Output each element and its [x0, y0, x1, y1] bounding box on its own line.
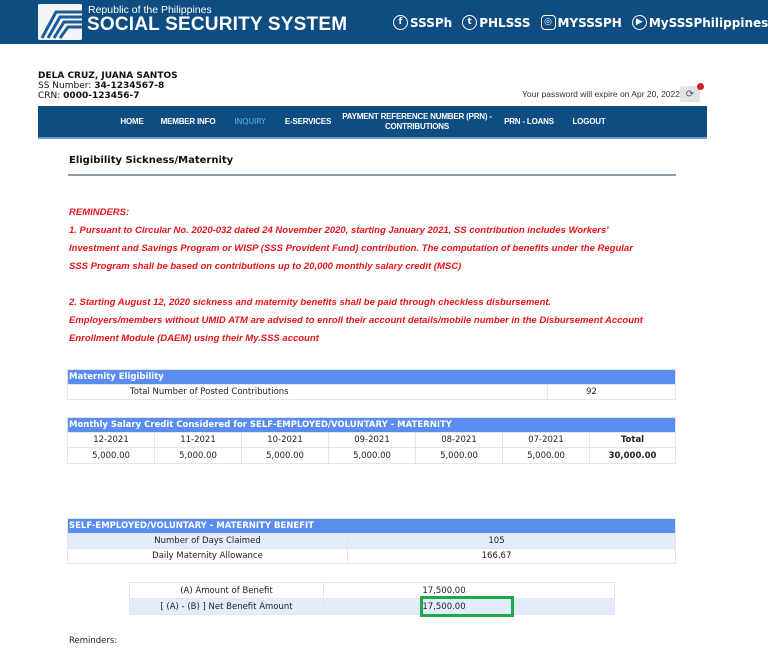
crn-value: 0000-123456-7 [63, 91, 140, 101]
msc-value: 5,000.00 [68, 448, 155, 464]
social-facebook-label: SSSPh [410, 15, 453, 30]
msc-values-row [68, 448, 676, 464]
reminder-1-line-1: 1. Pursuant to Circular No. 2020-032 dated 24 November 2020, starting January 2021, SS contribution includes Workers' [69, 225, 609, 236]
nav-prn-loans[interactable]: PRN - LOANS [504, 116, 554, 126]
msc-value: 5,000.00 [416, 448, 503, 464]
title-divider [68, 174, 676, 176]
agency-name: SOCIAL SECURITY SYSTEM [87, 14, 348, 35]
nav-home[interactable]: HOME [120, 116, 144, 126]
days-claimed-value: 105 [348, 534, 676, 549]
table-row [130, 599, 615, 615]
nav-prn-contributions-line2: CONTRIBUTIONS [384, 121, 450, 131]
msc-total-value: 30,000.00 [590, 448, 676, 464]
posted-contributions-label: Total Number of Posted Contributions [68, 385, 548, 400]
msc-value: 5,000.00 [503, 448, 590, 464]
msc-total-header: Total [590, 433, 676, 448]
crn-line [38, 91, 178, 101]
social-youtube[interactable] [632, 15, 768, 30]
facebook-icon: f [393, 15, 408, 30]
nav-prn-contributions-line1: PAYMENT REFERENCE NUMBER (PRN) - [342, 111, 492, 121]
reminder-2-line-3: Enrollment Module (DAEM) using their My.SSS account [69, 333, 319, 344]
social-youtube-label: MySSSPhilippines [648, 15, 768, 30]
msc-col-header: 11-2021 [155, 433, 242, 448]
msc-value: 5,000.00 [242, 448, 329, 464]
net-benefit-label: [ (A) - (B) ] Net Benefit Amount [130, 599, 324, 615]
msc-value: 5,000.00 [155, 448, 242, 464]
amount-of-benefit-label: (A) Amount of Benefit [130, 583, 324, 599]
ss-number-value: 34-1234567-8 [94, 81, 165, 91]
daily-allowance-label: Daily Maternity Allowance [68, 549, 348, 564]
msc-col-header: 09-2021 [329, 433, 416, 448]
msc-col-header: 08-2021 [416, 433, 503, 448]
reminder-1-line-3: SSS Program shall be based on contributions up to 20,000 monthly salary credit (MSC) [69, 261, 462, 272]
social-instagram-label: MYSSSPH [557, 15, 622, 30]
msc-value: 5,000.00 [329, 448, 416, 464]
crn-label: CRN: [38, 91, 64, 101]
twitter-icon: t [462, 15, 477, 30]
ss-number-line [38, 81, 178, 91]
social-instagram[interactable] [541, 15, 622, 30]
instagram-icon: ◎ [541, 15, 556, 30]
table-row [130, 583, 615, 599]
refresh-icon: ⟳ [685, 88, 695, 100]
member-name: DELA CRUZ, JUANA SANTOS [38, 71, 178, 81]
notification-badge [697, 83, 704, 90]
ss-number-label: SS Number: [38, 81, 95, 91]
sss-logo [38, 4, 82, 40]
table-row [68, 534, 676, 549]
msc-col-header: 10-2021 [242, 433, 329, 448]
msc-header: Monthly Salary Credit Considered for SELF-EMPLOYED/VOLUNTARY - MATERNITY [68, 418, 676, 433]
user-info [38, 71, 178, 101]
net-benefit-value: 17,500.00 [324, 599, 615, 615]
main-nav [38, 106, 707, 139]
amount-of-benefit-value: 17,500.00 [324, 583, 615, 599]
social-twitter-label: PHLSSS [479, 15, 531, 30]
nav-prn-contributions[interactable] [342, 106, 492, 137]
net-benefit-highlight [420, 596, 514, 617]
msc-col-header: 07-2021 [503, 433, 590, 448]
reminders-block [69, 204, 689, 348]
benefit-amounts-table [129, 582, 615, 615]
maternity-benefit-header: SELF-EMPLOYED/VOLUNTARY - MATERNITY BENEFIT [68, 519, 676, 534]
reminder-spacer [69, 276, 689, 294]
maternity-benefit-table [67, 518, 676, 564]
reminder-2-line-1: 2. Starting August 12, 2020 sickness and maternity benefits shall be paid through checkless disbursement. [69, 297, 552, 308]
days-claimed-label: Number of Days Claimed [68, 534, 348, 549]
msc-table [67, 417, 676, 464]
msc-col-header: 12-2021 [68, 433, 155, 448]
social-facebook[interactable] [393, 15, 452, 30]
reminders-heading: REMINDERS: [69, 207, 130, 218]
youtube-icon: ▶ [632, 15, 647, 30]
sss-logo-icon [38, 4, 82, 40]
reminders-footer-label: Reminders: [69, 636, 118, 646]
page-title: Eligibility Sickness/Maternity [69, 155, 234, 166]
maternity-eligibility-table [67, 369, 676, 400]
nav-member-info[interactable]: MEMBER INFO [160, 116, 216, 126]
password-expiry-notice: Your password will expire on Apr 20, 2022 [522, 89, 680, 99]
republic-label: Republic of the Philippines [88, 4, 212, 16]
nav-e-services[interactable]: E-SERVICES [284, 116, 332, 126]
table-row [68, 385, 676, 400]
reminder-2-line-2: Employers/members without UMID ATM are advised to enroll their account details/mobile number in the Disbursement Account [69, 315, 643, 326]
posted-contributions-value: 92 [548, 385, 676, 400]
maternity-eligibility-header: Maternity Eligibility [68, 370, 676, 385]
social-twitter[interactable] [462, 15, 530, 30]
nav-logout[interactable]: LOGOUT [572, 116, 606, 126]
reminder-1-line-2: Investment and Savings Program or WISP (SSS Provident Fund) contribution. The computation of benefits under the Regular [69, 243, 633, 254]
msc-columns-row [68, 433, 676, 448]
social-links [393, 15, 768, 30]
daily-allowance-value: 166.67 [348, 549, 676, 564]
top-banner [0, 0, 768, 44]
nav-inquiry[interactable]: INQUIRY [234, 116, 266, 126]
table-row [68, 549, 676, 564]
